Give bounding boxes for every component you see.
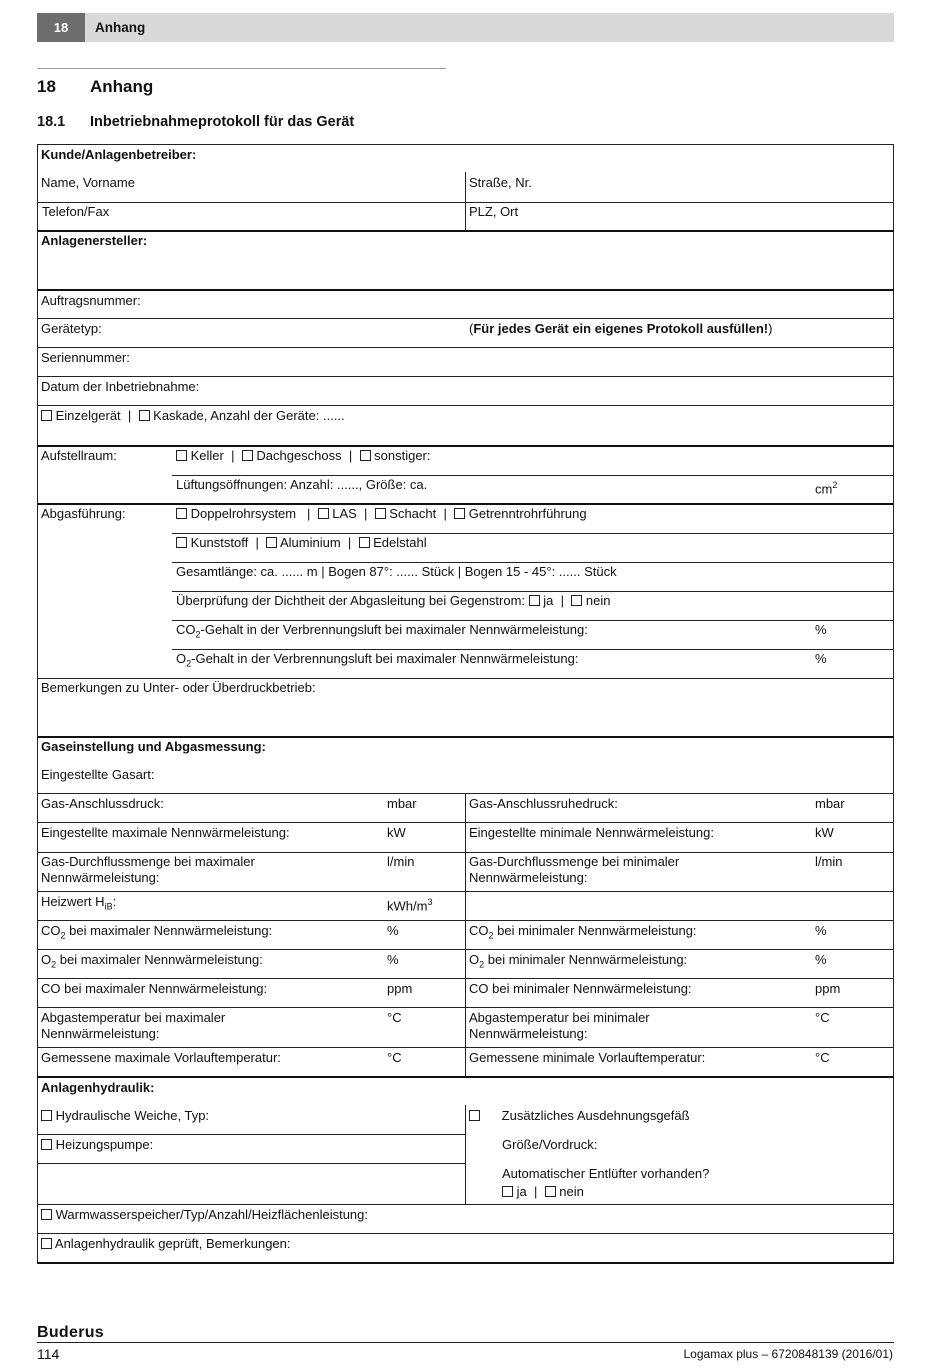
gas-connection-pressure-label: Gas-Anschlussdruck:	[41, 796, 164, 811]
calorific-value-label: Heizwert $H_{iB}$:	[41, 894, 117, 912]
rule	[37, 1163, 465, 1164]
rule	[37, 503, 894, 505]
leak-test-no-checkbox[interactable]	[571, 595, 582, 606]
ventilation-openings-label: Lüftungsöffnungen: Anzahl: ......, Größe: ca.	[176, 477, 428, 492]
flow-temp-min-label: Gemessene minimale Vorlauftemperatur:	[469, 1050, 706, 1065]
serial-number-label: Seriennummer:	[41, 350, 130, 365]
min-gas-flow-label: Gas-Durchflussmenge bei minimaler Nennwärmeleistung:	[469, 854, 680, 885]
unit-label: °C	[815, 1010, 830, 1025]
flue-temp-max-label: Abgastemperatur bei maximaler Nennwärmeleistung:	[41, 1010, 226, 1041]
device-option-row: Einzelgerät | Kaskade, Anzahl der Geräte: ......	[41, 408, 345, 424]
rule	[172, 620, 894, 621]
size-pressure-label: Größe/Vordruck:	[502, 1137, 598, 1152]
rule	[172, 591, 894, 592]
unit-label: l/min	[815, 854, 843, 869]
divider	[37, 68, 446, 69]
unit-label: °C	[387, 1050, 402, 1065]
rule	[465, 172, 466, 230]
heating-pump-row: Heizungspumpe:	[41, 1137, 153, 1153]
o2-unit: %	[815, 651, 827, 666]
max-gas-flow-label: Gas-Durchflussmenge bei maximaler Nennwärmeleistung:	[41, 854, 255, 885]
brand-logo: Buderus	[37, 1324, 104, 1341]
co2-min-label: $CO_2$ bei minimaler Nennwärmeleistung:	[469, 923, 697, 941]
dhw-cylinder-checkbox[interactable]	[41, 1209, 52, 1220]
unit-label: mbar	[387, 796, 417, 811]
min-output-label: Eingestellte minimale Nennwärmeleistung:	[469, 825, 714, 840]
unit-label: l/min	[387, 854, 415, 869]
chapter-heading: 18 Anhang	[37, 77, 154, 96]
air-vent-yes-checkbox[interactable]	[502, 1186, 513, 1197]
header-chapter-number: 18	[37, 13, 85, 42]
co2-combustion-air-label: $CO_2$-Gehalt in der Verbrennungsluft bei maximaler Nennwärmeleistung:	[176, 622, 588, 640]
co2-max-label: $CO_2$ bei maximaler Nennwärmeleistung:	[41, 923, 273, 941]
o2-min-label: $O_2$ bei minimaler Nennwärmeleistung:	[469, 952, 688, 970]
hydraulics-section-label: Anlagenhydraulik:	[41, 1080, 155, 1095]
gas-static-pressure-label: Gas-Anschlussruhedruck:	[469, 796, 618, 811]
rule	[172, 533, 894, 534]
total-length-label: Gesamtlänge: ca. ...... m | Bogen 87°: ...... Stück | Bogen 15 - 45°: ...... Stück	[176, 564, 617, 579]
rule	[172, 475, 894, 476]
rule	[37, 289, 894, 291]
unit-label: kWh/$m^3$	[387, 897, 433, 914]
air-vent-no-checkbox[interactable]	[545, 1186, 556, 1197]
customer-section-label: Kunde/Anlagenbetreiber:	[41, 147, 197, 162]
section-heading: 18.1 Inbetriebnahmeprotokoll für das Gerät	[37, 114, 355, 130]
page-header-bar	[37, 13, 894, 42]
rule	[37, 318, 894, 319]
rule	[172, 649, 894, 650]
flow-temp-max-label: Gemessene maximale Vorlauftemperatur:	[41, 1050, 281, 1065]
unit-label: %	[387, 923, 399, 938]
air-vent-question: Automatischer Entlüfter vorhanden?	[502, 1166, 710, 1181]
flue-temp-min-label: Abgastemperatur bei minimaler Nennwärmeleistung:	[469, 1010, 650, 1041]
rule	[37, 678, 894, 679]
cascade-checkbox[interactable]	[139, 410, 150, 421]
zip-city-field-label: PLZ, Ort	[469, 204, 519, 219]
dhw-cylinder-row: Warmwasserspeicher/Typ/Anzahl/Heizflächenleistung:	[41, 1207, 368, 1223]
rule	[465, 793, 466, 1076]
street-field-label: Straße, Nr.	[469, 175, 532, 190]
document-reference: Logamax plus – 6720848139 (2016/01)	[683, 1347, 893, 1361]
separate-pipe-checkbox[interactable]	[454, 508, 465, 519]
las-checkbox[interactable]	[318, 508, 329, 519]
shaft-checkbox[interactable]	[375, 508, 386, 519]
room-options-row: Keller | Dachgeschoss | sonstiger:	[176, 448, 431, 464]
hydraulics-checked-row: Anlagenhydraulik geprüft, Bemerkungen:	[41, 1236, 291, 1252]
unit-label: °C	[387, 1010, 402, 1025]
unit-label: %	[387, 952, 399, 967]
unit-label: ppm	[815, 981, 841, 996]
rule	[465, 1105, 466, 1204]
rule	[37, 1076, 894, 1078]
expansion-vessel-checkbox[interactable]	[469, 1110, 480, 1121]
rule	[37, 144, 894, 145]
leak-test-yes-checkbox[interactable]	[529, 595, 540, 606]
stainless-steel-checkbox[interactable]	[359, 537, 370, 548]
heating-pump-checkbox[interactable]	[41, 1139, 52, 1150]
order-number-label: Auftragsnummer:	[41, 293, 141, 308]
device-type-label: Gerätetyp:	[41, 321, 102, 336]
cellar-checkbox[interactable]	[176, 450, 187, 461]
attic-checkbox[interactable]	[242, 450, 253, 461]
unit-label: kW	[387, 825, 406, 840]
rule	[37, 736, 894, 738]
rule	[37, 144, 38, 1264]
rule	[172, 562, 894, 563]
single-device-checkbox[interactable]	[41, 410, 52, 421]
cm2-unit: $cm^2$	[815, 480, 838, 497]
gas-setting-section-label: Gaseinstellung und Abgasmessung:	[41, 739, 266, 754]
o2-max-label: $O_2$ bei maximaler Nennwärmeleistung:	[41, 952, 263, 970]
flue-material-row: Kunststoff | Aluminium | Edelstahl	[176, 535, 427, 551]
hydraulics-checked-checkbox[interactable]	[41, 1238, 52, 1249]
air-vent-options: ja | nein	[502, 1184, 584, 1200]
rule	[37, 1134, 465, 1135]
flue-system-label: Abgasführung:	[41, 506, 126, 521]
rule	[37, 230, 894, 232]
max-output-label: Eingestellte maximale Nennwärmeleistung:	[41, 825, 290, 840]
unit-label: %	[815, 923, 827, 938]
aluminium-checkbox[interactable]	[266, 537, 277, 548]
rule	[893, 144, 894, 1264]
phone-field-label: Telefon/Fax	[42, 204, 110, 219]
rule	[37, 347, 894, 348]
header-chapter-title: Anhang	[95, 20, 146, 35]
leak-test-row: Überprüfung der Dichtheit der Abgasleitung bei Gegenstrom: ja | nein	[176, 593, 611, 608]
rule	[37, 445, 894, 447]
unit-label: mbar	[815, 796, 845, 811]
footer-divider	[37, 1342, 894, 1343]
co-max-label: CO bei maximaler Nennwärmeleistung:	[41, 981, 268, 996]
rule	[37, 376, 894, 377]
co-min-label: CO bei minimaler Nennwärmeleistung:	[469, 981, 692, 996]
flue-type-row: Doppelrohrsystem | LAS | Schacht | Getrenntrohrführung	[176, 506, 587, 522]
unit-label: kW	[815, 825, 834, 840]
rule	[37, 1262, 894, 1264]
unit-label: ppm	[387, 981, 413, 996]
gas-type-label: Eingestellte Gasart:	[41, 767, 155, 782]
other-room-checkbox[interactable]	[360, 450, 371, 461]
name-field-label: Name, Vorname	[41, 175, 135, 190]
rule	[37, 1233, 894, 1234]
double-pipe-checkbox[interactable]	[176, 508, 187, 519]
rule	[37, 1204, 894, 1205]
unit-label: °C	[815, 1050, 830, 1065]
commissioning-date-label: Datum der Inbetriebnahme:	[41, 379, 200, 394]
co2-unit: %	[815, 622, 827, 637]
hydraulic-switch-checkbox[interactable]	[41, 1110, 52, 1121]
installer-section-label: Anlagenersteller:	[41, 233, 148, 248]
commissioning-protocol-form	[37, 144, 894, 1264]
o2-combustion-air-label: $O_2$-Gehalt in der Verbrennungsluft bei maximaler Nennwärmeleistung:	[176, 651, 579, 669]
unit-label: %	[815, 952, 827, 967]
expansion-vessel-row: Zusätzliches Ausdehnungsgefäß	[469, 1108, 690, 1124]
installation-room-label: Aufstellraum:	[41, 448, 117, 463]
pressure-remarks-label: Bemerkungen zu Unter- oder Überdruckbetrieb:	[41, 680, 316, 695]
hydraulic-switch-row: Hydraulische Weiche, Typ:	[41, 1108, 209, 1124]
rule	[37, 405, 894, 406]
plastic-checkbox[interactable]	[176, 537, 187, 548]
protocol-note: (Für jedes Gerät ein eigenes Protokoll ausfüllen!)	[469, 321, 773, 336]
page-number: 114	[37, 1346, 60, 1362]
